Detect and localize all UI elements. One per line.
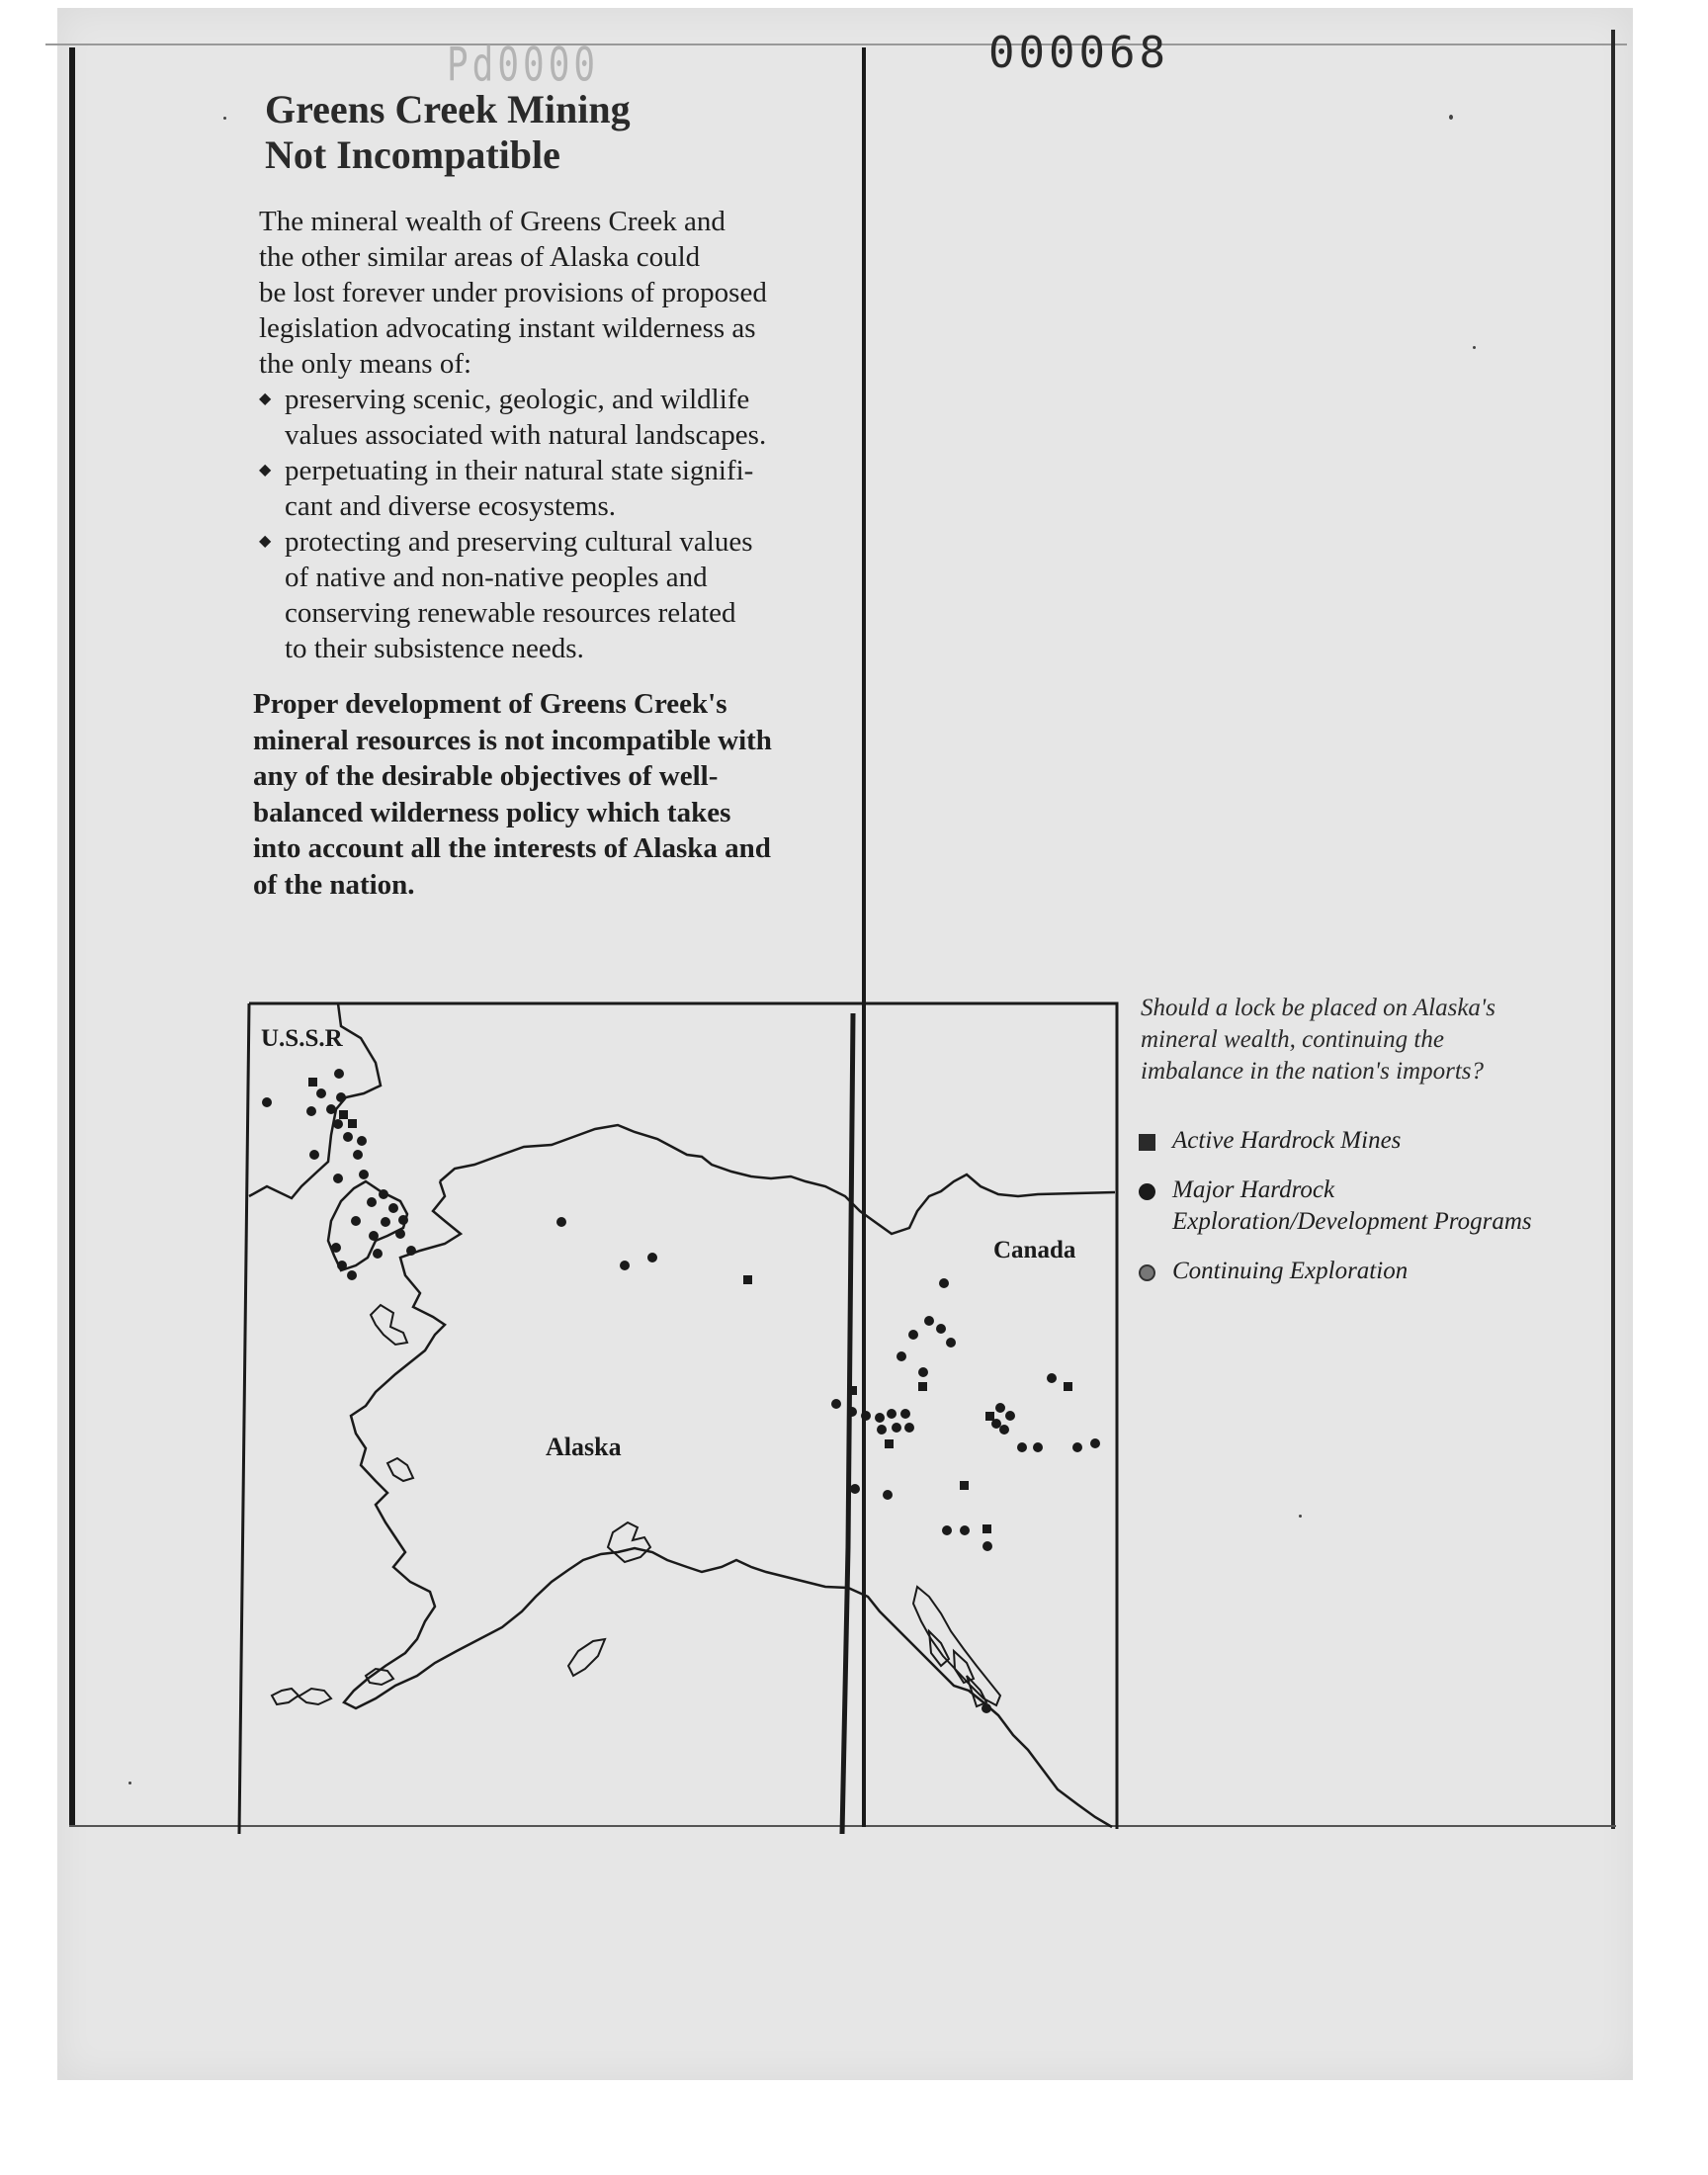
exploration-marker [333,1119,343,1129]
intro-line: The mineral wealth of Greens Creek and [259,206,726,237]
square-marker-icon [1139,1134,1155,1151]
exploration-marker [337,1261,347,1270]
mine-marker [308,1078,317,1087]
legend-label-line: Major Hardrock [1172,1176,1335,1203]
map-label-alaska: Alaska [546,1433,622,1461]
scan-speck [1449,115,1453,120]
caption-line: Should a lock be placed on Alaska's [1141,995,1495,1021]
mine-marker [339,1110,348,1119]
intro-line: legislation advocating instant wilderness as [259,312,756,344]
exploration-marker [556,1217,566,1227]
exploration-marker [373,1249,383,1259]
exploration-marker [982,1703,991,1713]
bullet-line: of native and non-native peoples and [285,562,708,593]
legend-label [1172,1174,1617,1238]
bullet-line: values associated with natural landscapes. [285,419,767,451]
bullet-list [259,382,832,666]
exploration-marker [357,1136,367,1146]
exploration-marker [388,1203,398,1213]
conclusion-line: of the nation. [253,868,415,901]
exploration-marker [892,1423,901,1433]
exploration-marker [908,1330,918,1340]
conclusion-line: Proper development of Greens Creek's [253,688,727,720]
exploration-marker [262,1097,272,1107]
exploration-marker [1090,1438,1100,1448]
nunivak-island [387,1458,413,1481]
exploration-marker [875,1413,885,1423]
exploration-marker [1033,1442,1043,1452]
intro-paragraph [259,204,832,382]
map-caption [1141,993,1595,1088]
exploration-marker [897,1351,906,1361]
arctic-coastline [440,1125,1115,1234]
top-rule [45,44,1627,45]
exploration-marker [398,1215,408,1225]
exploration-marker [351,1216,361,1226]
grey-dot-marker-icon [1139,1264,1155,1281]
conclusion-line: into account all the interests of Alaska and [253,832,771,864]
exploration-marker [333,1174,343,1183]
mine-marker [918,1382,927,1391]
exploration-marker [309,1150,319,1160]
mine-marker [885,1439,894,1448]
exploration-marker [982,1541,992,1551]
exploration-marker [900,1409,910,1419]
chukotka-peninsula [328,1181,407,1270]
ussr-sites [262,1069,416,1280]
exploration-marker [306,1106,316,1116]
caption-line: imbalance in the nation's imports? [1141,1058,1484,1085]
exploration-marker [316,1088,326,1098]
aleutian-islands-west [272,1689,331,1704]
canada-sites [847,1316,1100,1551]
title-line-2: Not Incompatible [265,132,560,177]
bullet-line: protecting and preserving cultural values [285,526,753,558]
exploration-marker [861,1411,871,1421]
intro-line: be lost forever under provisions of proposed [259,277,767,308]
exploration-marker [353,1150,363,1160]
exploration-marker [1047,1373,1057,1383]
kenai-outline [608,1522,650,1562]
exploration-marker [850,1484,860,1494]
bullet-item [259,524,832,666]
exploration-marker [946,1338,956,1348]
exploration-marker [343,1132,353,1142]
map-label-canada: Canada [993,1237,1076,1263]
mine-marker [743,1275,752,1284]
exploration-marker [406,1246,416,1256]
mine-marker [982,1524,991,1533]
exploration-marker [379,1189,388,1199]
alaska-west-south-coastline [344,1181,1112,1827]
mine-marker [1064,1382,1072,1391]
bullet-line: conserving renewable resources related [285,597,736,629]
conclusion-paragraph [253,686,836,903]
article-body [259,204,832,666]
scan-speck [223,117,226,120]
exploration-marker [647,1253,657,1262]
exploration-marker [334,1069,344,1079]
article-title [265,87,818,178]
mine-marker [348,1119,357,1128]
caption-line: mineral wealth, continuing the [1141,1026,1444,1053]
title-line-1: Greens Creek Mining [265,87,631,131]
exploration-marker [331,1243,341,1253]
exploration-marker [960,1525,970,1535]
exploration-marker [939,1278,949,1288]
conclusion-line: balanced wilderness policy which takes [253,796,731,828]
exploration-marker [395,1229,405,1239]
exploration-marker [924,1316,934,1326]
st-lawrence-island [371,1305,407,1345]
frame-right-border [1611,30,1615,1829]
exploration-marker [904,1423,914,1433]
intro-line: the only means of: [259,348,472,380]
ghost-page-number: Pd0000 [447,39,600,93]
page-number: 000068 [988,28,1169,78]
legend-label-line: Exploration/Development Programs [1172,1208,1532,1235]
exploration-marker [831,1399,841,1409]
exploration-marker [942,1525,952,1535]
diamond-bullet-icon: ◆ [259,462,272,478]
diamond-bullet-icon: ◆ [259,533,272,550]
southeast-alaska-islands [913,1587,1000,1706]
exploration-marker [995,1403,1005,1413]
conclusion-line: mineral resources is not incompatible with [253,724,772,756]
map-label-ussr: U.S.S.R [261,1025,343,1052]
legend-label: Active Hardrock Mines [1172,1127,1402,1154]
bullet-line: perpetuating in their natural state signifi- [285,455,754,486]
bullet-item [259,453,832,524]
exploration-marker [381,1217,390,1227]
mine-marker [960,1481,969,1490]
bullet-line: to their subsistence needs. [285,633,584,664]
scan-speck [128,1782,131,1784]
kodiak-island [568,1639,605,1676]
exploration-marker [877,1425,887,1435]
exploration-marker [347,1270,357,1280]
dot-marker-icon [1139,1183,1155,1200]
exploration-marker [326,1104,336,1114]
alaska-mineral-map [237,999,1127,1839]
conclusion-line: any of the desirable objectives of well- [253,760,719,792]
scan-speck [1299,1515,1302,1518]
bullet-item [259,382,832,453]
intro-line: the other similar areas of Alaska could [259,241,701,273]
exploration-marker [1072,1442,1082,1452]
exploration-marker [369,1231,379,1241]
scan-speck [1473,346,1476,349]
bullet-line: preserving scenic, geologic, and wildlife [285,384,750,415]
exploration-marker [918,1367,928,1377]
legend-label: Continuing Exploration [1172,1258,1409,1284]
mine-marker [985,1412,994,1421]
exploration-marker [336,1092,346,1102]
exploration-marker [887,1409,897,1419]
exploration-marker [847,1407,857,1417]
exploration-marker [367,1197,377,1207]
frame-left-border [69,47,75,1827]
exploration-marker [1017,1442,1027,1452]
us-canada-border-line [842,1013,853,1834]
bullet-line: cant and diverse ecosystems. [285,490,617,522]
exploration-marker [883,1490,893,1500]
exploration-marker [620,1261,630,1270]
exploration-marker [1005,1411,1015,1421]
exploration-marker [999,1425,1009,1435]
exploration-marker [359,1170,369,1179]
diamond-bullet-icon: ◆ [259,391,272,407]
exploration-marker [936,1324,946,1334]
mine-marker [848,1386,857,1395]
alaska-sites [556,1217,991,1713]
